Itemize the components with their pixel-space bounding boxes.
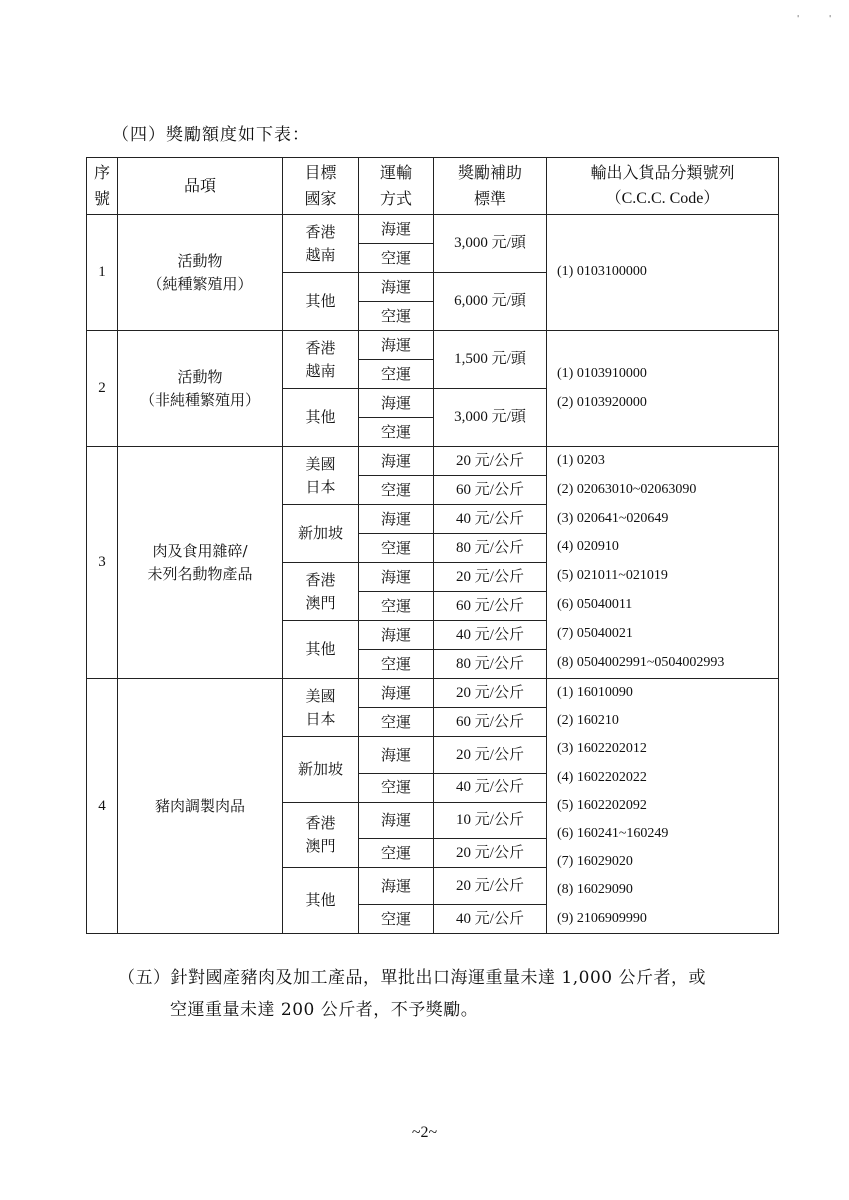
item-line: （純種繁殖用） [147,274,253,293]
row-seq: 2 [87,331,118,447]
item-line: 未列名動物產品 [147,564,253,583]
table-row [87,447,779,476]
ccc-code: (1) 0103910000 [557,365,647,381]
ccc-codes [547,447,779,679]
table-header-row [87,158,779,215]
award-standard: 80 元/公斤 [434,650,547,679]
ccc-code: (8) 16029090 [557,882,633,898]
transport-sea: 海運 [359,273,434,302]
transport-sea: 海運 [359,679,434,708]
ccc-code: (4) 1602202022 [557,769,647,785]
header-country: 目標國家 [283,158,359,215]
ccc-code: (9) 2106909990 [557,910,647,926]
corner-mark: ' [829,14,832,23]
target-country: 香港澳門 [283,563,359,621]
award-standard: 6,000 元/頭 [434,273,547,331]
ccc-code: (3) 020641~020649 [557,510,669,526]
ccc-code: (4) 020910 [557,539,619,555]
transport-sea: 海運 [359,505,434,534]
award-standard: 60 元/公斤 [434,476,547,505]
transport-air: 空運 [359,708,434,737]
ccc-code: (1) 16010090 [557,685,633,700]
target-country: 香港越南 [283,331,359,389]
ccc-code: (5) 021011~021019 [557,568,668,584]
row-item [118,215,283,331]
header-standard: 獎勵補助標準 [434,158,547,215]
page-number: ~2~ [411,1124,438,1141]
target-country: 其他 [283,868,359,934]
award-standard: 20 元/公斤 [434,868,547,905]
note-line: 空運重量未達 200 公斤者，不予獎勵。 [170,1000,479,1020]
ccc-code: (7) 16029020 [557,854,633,870]
award-standard: 20 元/公斤 [434,839,547,868]
header-seq: 序號 [87,158,118,215]
item-line: 活動物 [177,368,223,386]
ccc-code: (1) 0203 [557,453,605,468]
target-country: 其他 [283,273,359,331]
target-country: 其他 [283,621,359,679]
ccc-codes [547,331,779,447]
transport-air: 空運 [359,302,434,331]
transport-sea: 海運 [359,447,434,476]
award-standard: 40 元/公斤 [434,621,547,650]
note-paragraph [118,962,798,1026]
award-standard: 20 元/公斤 [434,679,547,708]
award-standard: 80 元/公斤 [434,534,547,563]
award-standard: 1,500 元/頭 [434,331,547,389]
header-transport: 運輸方式 [359,158,434,215]
item-line: 活動物 [177,252,223,270]
target-country: 美國日本 [283,679,359,737]
header-item: 品項 [118,158,283,215]
ccc-codes [547,215,779,331]
ccc-code: (6) 05040011 [557,596,633,612]
ccc-code: (3) 1602202012 [557,741,647,757]
award-standard: 40 元/公斤 [434,505,547,534]
award-standard: 3,000 元/頭 [434,389,547,447]
ccc-code: (2) 0103920000 [557,394,647,410]
award-standard: 40 元/公斤 [434,773,547,802]
transport-air: 空運 [359,360,434,389]
item-line: 肉及食用雜碎/ [152,542,248,560]
ccc-codes [547,679,779,934]
award-standard: 10 元/公斤 [434,802,547,839]
ccc-code: (8) 0504002991~0504002993 [557,654,725,670]
transport-air: 空運 [359,476,434,505]
award-standard: 20 元/公斤 [434,447,547,476]
transport-sea: 海運 [359,563,434,592]
row-item: 豬肉調製肉品 [118,679,283,934]
award-standard: 3,000 元/頭 [434,215,547,273]
transport-air: 空運 [359,592,434,621]
transport-air: 空運 [359,650,434,679]
transport-sea: 海運 [359,868,434,905]
header-code-line2: （C.C.C. Code） [605,190,720,207]
award-standard: 20 元/公斤 [434,737,547,774]
award-standard: 60 元/公斤 [434,708,547,737]
ccc-code: (2) 02063010~02063090 [557,481,697,497]
award-standard: 40 元/公斤 [434,904,547,933]
table-row [87,331,779,360]
target-country: 香港澳門 [283,802,359,868]
target-country: 香港越南 [283,215,359,273]
award-standard: 60 元/公斤 [434,592,547,621]
target-country: 其他 [283,389,359,447]
header-code-line1: 輸出入貨品分類號列 [590,163,735,182]
note-line: （五）針對國產豬肉及加工產品，單批出口海運重量未達 1,000 公斤者，或 [118,968,706,988]
award-table [86,157,779,934]
transport-sea: 海運 [359,802,434,839]
transport-sea: 海運 [359,389,434,418]
corner-mark: ' [797,14,800,23]
transport-sea: 海運 [359,621,434,650]
table-row [87,215,779,244]
target-country: 美國日本 [283,447,359,505]
ccc-code: (6) 160241~160249 [557,826,669,842]
row-item [118,331,283,447]
row-seq: 3 [87,447,118,679]
transport-air: 空運 [359,418,434,447]
row-item [118,447,283,679]
transport-air: 空運 [359,773,434,802]
row-seq: 1 [87,215,118,331]
ccc-code: (1) 0103100000 [557,264,647,280]
target-country: 新加坡 [283,505,359,563]
table-row [87,679,779,708]
transport-sea: 海運 [359,737,434,774]
ccc-code: (2) 160210 [557,713,619,729]
transport-air: 空運 [359,904,434,933]
transport-air: 空運 [359,839,434,868]
header-code [547,158,779,215]
section-heading: （四）獎勵額度如下表： [112,125,310,145]
transport-air: 空運 [359,534,434,563]
item-line: （非純種繁殖用） [139,390,260,409]
transport-air: 空運 [359,244,434,273]
transport-sea: 海運 [359,331,434,360]
target-country: 新加坡 [283,737,359,803]
transport-sea: 海運 [359,215,434,244]
ccc-code: (5) 1602202092 [557,797,647,813]
ccc-code: (7) 05040021 [557,625,633,641]
award-standard: 20 元/公斤 [434,563,547,592]
row-seq: 4 [87,679,118,934]
